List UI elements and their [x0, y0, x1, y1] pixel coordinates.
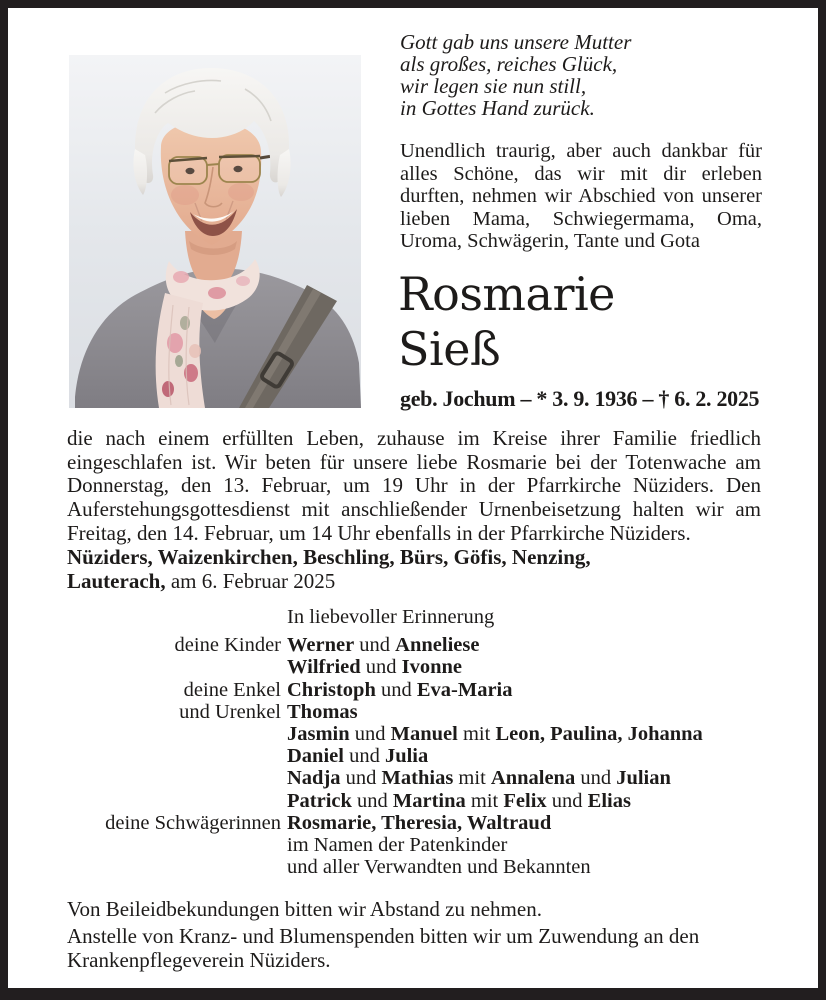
- memorial-row-label: [67, 745, 287, 767]
- memorial-row: [67, 790, 767, 812]
- poem-line: als großes, reiches Glück,: [400, 52, 618, 76]
- memorial-row-names: Nadja und Mathias mit Annalena und Julian: [287, 767, 671, 790]
- memorial-row-label: [67, 767, 287, 789]
- deceased-name: [398, 267, 778, 377]
- memorial-row-names: Patrick und Martina mit Felix und Elias: [287, 789, 631, 812]
- memorial-row: [67, 656, 767, 678]
- memorial-row-names: im Namen der Patenkinder: [287, 834, 508, 857]
- memorial-row: [67, 834, 767, 856]
- memorial-block: [67, 606, 767, 878]
- frame-border-top: [0, 0, 826, 8]
- portrait-photo: [69, 55, 361, 408]
- memorial-row-names: Thomas: [287, 700, 358, 723]
- memorial-row-label: deine Kinder: [174, 634, 281, 657]
- condolence-note: Von Beileidbekundungen bitten wir Abstand zu nehmen.: [67, 897, 542, 921]
- poem-line: wir legen sie nun still,: [400, 74, 587, 98]
- deceased-first-name: Rosmarie: [398, 267, 615, 321]
- announcement-date: am 6. Februar 2025: [165, 569, 336, 593]
- memorial-row-label: [67, 656, 287, 678]
- memorial-heading: In liebevoller Erinnerung: [287, 606, 495, 628]
- memorial-row: [67, 745, 767, 767]
- poem-line: Gott gab uns unsere Mutter: [400, 30, 632, 54]
- memorial-row-names: Rosmarie, Theresia, Waltraud: [287, 811, 552, 834]
- farewell-intro: Unendlich traurig, aber auch dankbar für alles Schöne, das wir mit dir erleben durften, nehmen wir Abschied von unserer lieben Mama, Schwiegermama, Oma, Uroma, Schwägerin, Tante und Gota: [400, 140, 762, 252]
- places-and-date: [67, 545, 767, 593]
- places-line2-bold: Lauterach,: [67, 569, 166, 593]
- memorial-row-label: [67, 856, 287, 878]
- memorial-row-label: deine Enkel: [183, 678, 281, 701]
- memorial-row: [67, 856, 767, 878]
- memorial-rows: [67, 634, 767, 878]
- memorial-row-label: [67, 834, 287, 856]
- deceased-last-name: Sieß: [398, 322, 501, 376]
- memorial-row-names: und aller Verwandten und Bekannten: [287, 856, 591, 879]
- memorial-row: [67, 767, 767, 789]
- memorial-row-label: deine Schwägerinnen: [105, 811, 281, 834]
- memorial-row-names: Wilfried und Ivonne: [287, 656, 463, 679]
- memorial-poem: [400, 31, 762, 119]
- memorial-row-label: [67, 723, 287, 745]
- frame-border-bottom: [0, 988, 826, 1000]
- frame-border-left: [0, 0, 8, 1000]
- memorial-row-names: Christoph und Eva-Maria: [287, 678, 513, 701]
- memorial-row: [67, 679, 767, 701]
- donation-note: Anstelle von Kranz- und Blumenspenden bitten wir um Zuwendung an den Krankenpflegeverein Nüziders.: [67, 924, 700, 972]
- birth-death-dates: geb. Jochum – * 3. 9. 1936 – † 6. 2. 2025: [400, 386, 760, 411]
- memorial-row-names: Daniel und Julia: [287, 745, 429, 768]
- frame-border-right: [818, 0, 826, 1000]
- memorial-row: [67, 812, 767, 834]
- memorial-row: [67, 723, 767, 745]
- poem-line: in Gottes Hand zurück.: [400, 96, 595, 120]
- funeral-announcement: die nach einem erfüllten Leben, zuhause im Kreise ihrer Familie friedlich eingeschlafen ist. Wir beten für unsere liebe Rosmarie bei der Totenwache am Donnerstag, den 13. Februar, um 19 Uhr in der Pfarrkirche Nüziders. Den Auferstehungsgottesdienst mit anschließender Urnenbeisetzung halten wir am Freitag, den 14. Februar, um 14 Uhr ebenfalls in der Pfarrkirche Nüziders.: [67, 426, 761, 545]
- portrait-illustration: [69, 55, 361, 408]
- memorial-row-names: Jasmin und Manuel mit Leon, Paulina, Johanna: [287, 723, 703, 746]
- memorial-row-names: Werner und Anneliese: [287, 634, 480, 657]
- memorial-row-label: und Urenkel: [179, 700, 281, 723]
- places-line1: Nüziders, Waizenkirchen, Beschling, Bürs, Göfis, Nenzing,: [67, 545, 591, 569]
- memorial-row: [67, 701, 767, 723]
- memorial-row-label: [67, 790, 287, 812]
- memorial-row: [67, 634, 767, 656]
